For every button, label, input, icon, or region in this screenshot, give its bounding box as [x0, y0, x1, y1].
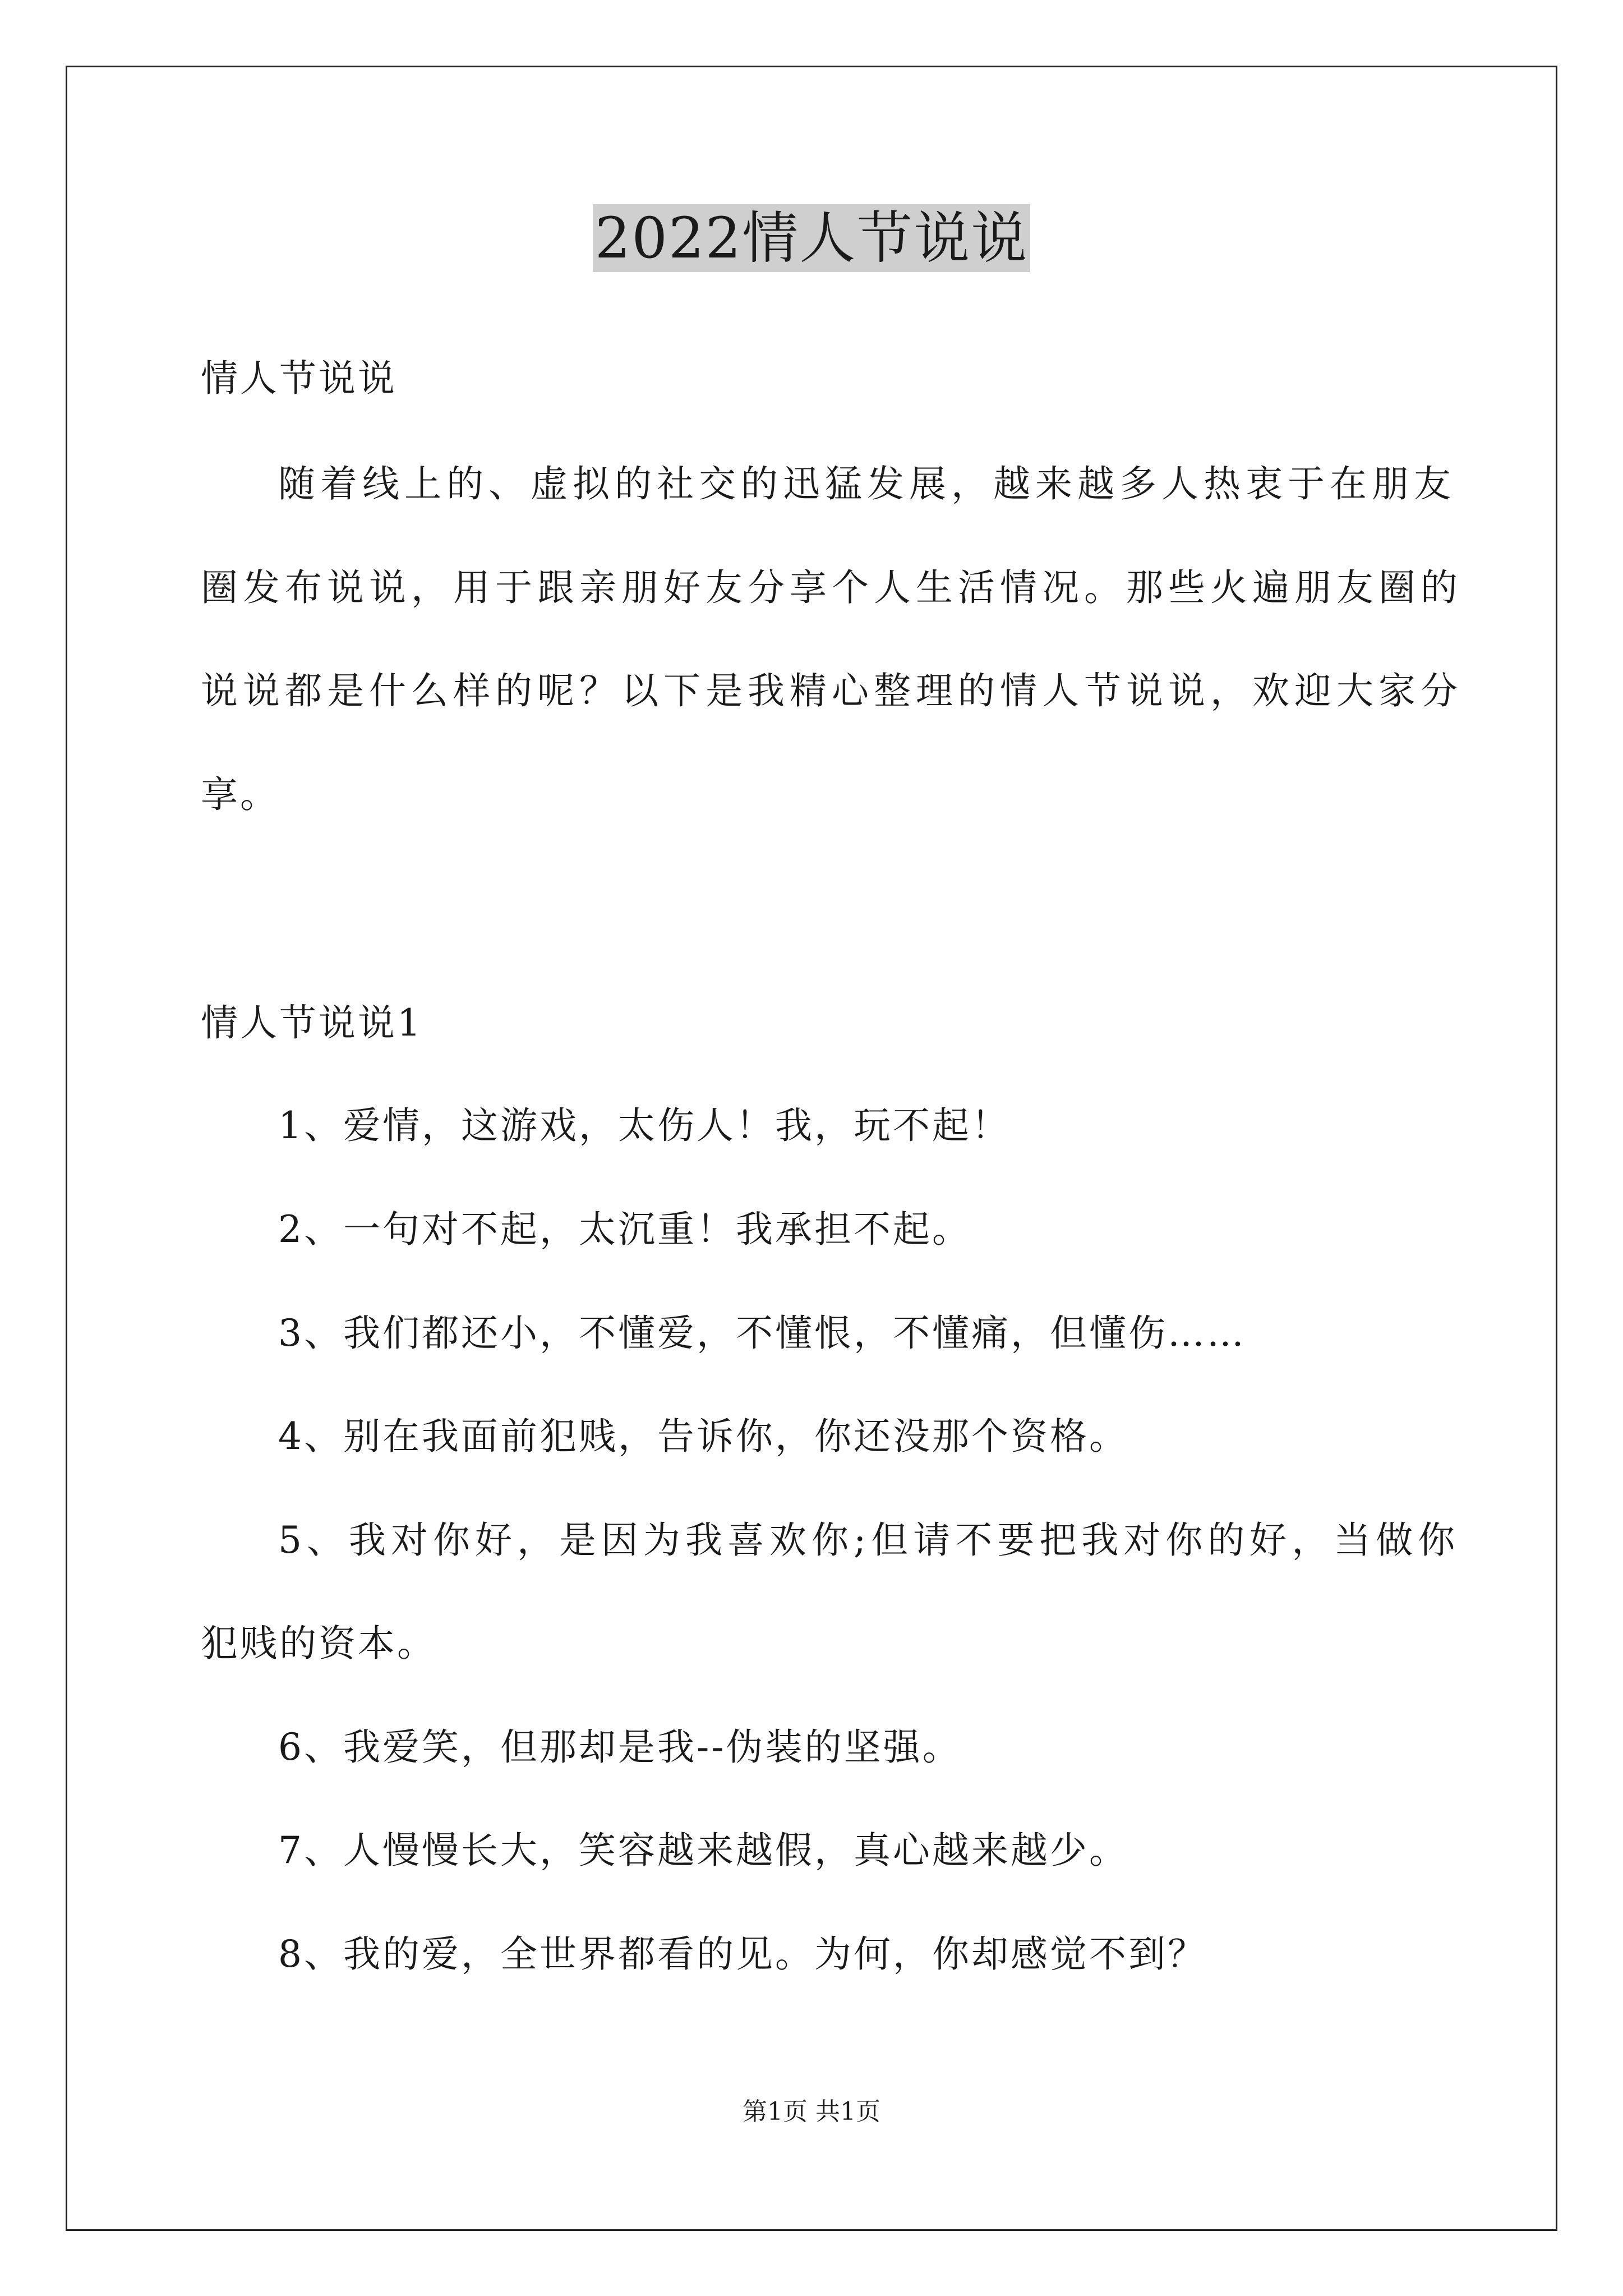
intro-line: 圈发布说说，用于跟亲朋好友分享个人生活情况。那些火遍朋友圈的: [201, 566, 1463, 609]
list-item-continuation: 犯贱的资本。: [201, 1622, 436, 1665]
intro-line: 随着线上的、虚拟的社交的迅猛发展，越来越多人热衷于在朋友: [278, 462, 1456, 505]
section-heading: 情人节说说: [201, 357, 397, 400]
intro-line: 享。: [201, 773, 279, 816]
list-item: 1、爱情，这游戏，太伤人！我，玩不起！: [278, 1104, 1011, 1147]
list-item: 7、人慢慢长大，笑容越来越假，真心越来越少。: [278, 1829, 1128, 1872]
page-footer: 第1页 共1页: [743, 2097, 880, 2126]
subsection-heading: 情人节说说1: [201, 1001, 423, 1045]
list-item: 3、我们都还小，不懂爱，不懂恨，不懂痛，但懂伤……: [278, 1312, 1246, 1355]
list-item: 5、我对你好，是因为我喜欢你;但请不要把我对你的好，当做你: [278, 1519, 1460, 1562]
list-item: 2、一句对不起，太沉重！我承担不起。: [278, 1208, 971, 1251]
list-item: 8、我的爱，全世界都看的见。为何，你却感觉不到？: [278, 1932, 1207, 1976]
document-title: [0, 199, 1623, 278]
intro-line: 说说都是什么样的呢？以下是我精心整理的情人节说说，欢迎大家分: [201, 669, 1463, 712]
list-item: 6、我爱笑，但那却是我--伪装的坚强。: [278, 1726, 962, 1769]
list-item: 4、别在我面前犯贱，告诉你，你还没那个资格。: [278, 1415, 1128, 1458]
document-title-text: 2022情人节说说: [593, 204, 1031, 272]
